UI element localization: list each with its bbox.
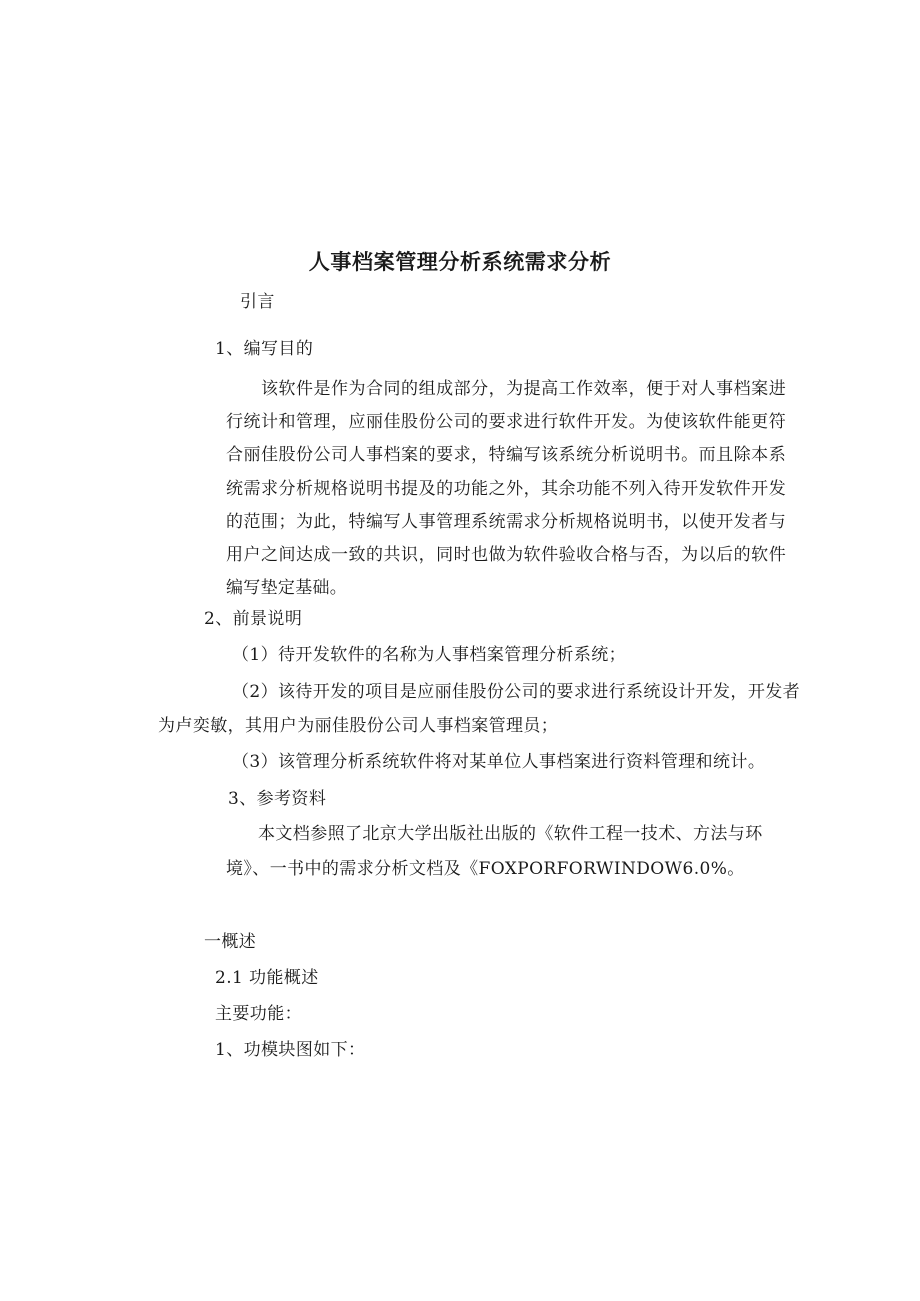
preface-heading: 引言	[240, 292, 275, 312]
section-3-heading: 3、参考资料	[228, 789, 327, 809]
section-2-item-2-line-2: 为卢奕敏，其用户为丽佳股份公司人事档案管理员；	[158, 716, 559, 736]
section-1-paragraph: 该软件是作为合同的组成部分，为提高工作效率，便于对人事档案进行统计和管理，应丽佳股份公司的要求进行软件开发。为使该软件能更符合丽佳股份公司人事档案的要求，特编写该系统分析说明书。而且除本系统需求分析规格说明书提及的功能之外，其余功能不列入待开发软件开发的范围；为此，特编写人事管理系统需求分析规格说明书，以使开发者与用户之间达成一致的共识，同时也做为软件验收合格与否，为以后的软件编写垫定基础。	[226, 379, 786, 599]
document-title: 人事档案管理分析系统需求分析	[308, 250, 612, 274]
section-2-item-1: （1）待开发软件的名称为人事档案管理分析系统；	[232, 645, 627, 665]
module-diagram-label: 1、功模块图如下：	[215, 1040, 366, 1060]
section-2-item-3: （3）该管理分析系统软件将对某单位人事档案进行资料管理和统计。	[232, 752, 766, 772]
section-2-item-2-line-1: （2）该待开发的项目是应丽佳股份公司的要求进行系统设计开发，开发者	[232, 682, 801, 702]
overview-subheading: 2.1 功能概述	[215, 968, 319, 988]
section-1-heading: 1、编写目的	[215, 339, 314, 359]
overview-heading: 一概述	[204, 932, 257, 952]
main-functions-label: 主要功能：	[215, 1004, 302, 1024]
section-2-heading: 2、前景说明	[204, 609, 303, 629]
section-3-line-1: 本文档参照了北京大学出版社出版的《软件工程一技术、方法与环	[258, 824, 763, 844]
section-3-line-2: 境》、一书中的需求分析文档及《FOXPORFORWINDOW6.0%。	[226, 859, 745, 879]
